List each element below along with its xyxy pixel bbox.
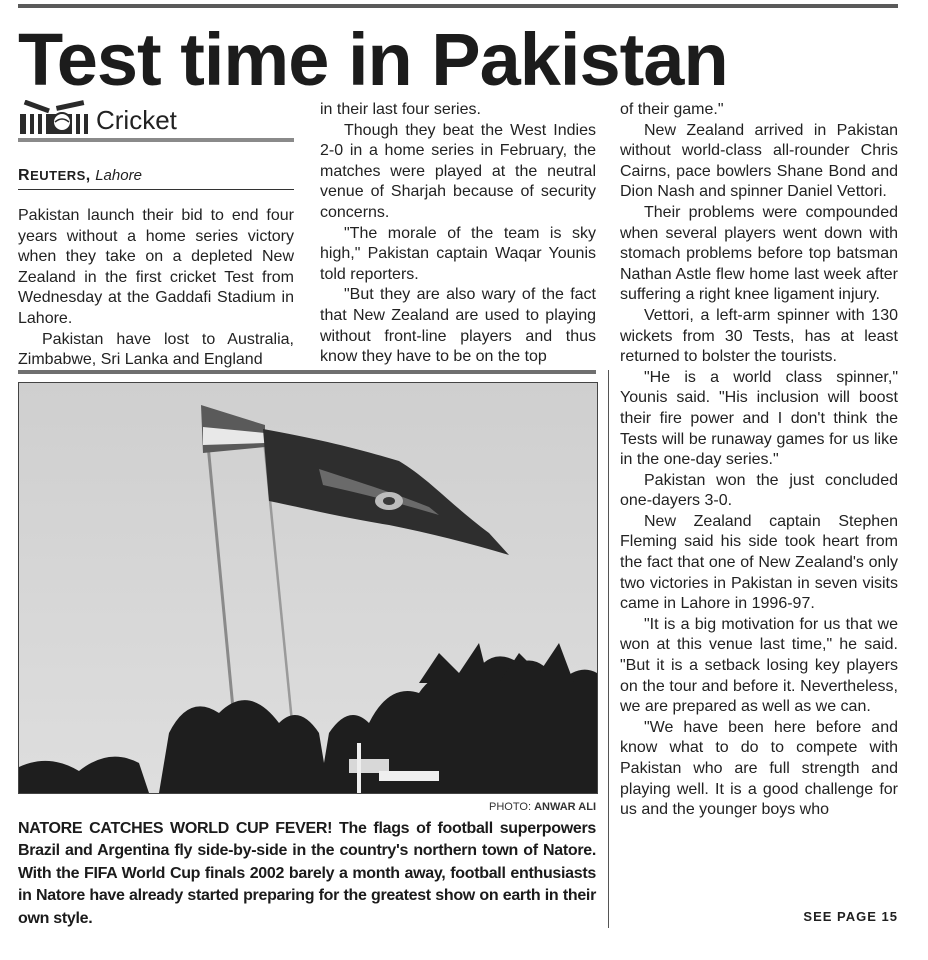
byline-city: Lahore [95,167,142,184]
flags-photo [18,382,598,794]
paragraph: New Zealand arrived in Pakistan without world-class all-rounder Chris Cairns, pace bowlers Shane Bond and Dion Nash and spinner Daniel Vettori. [620,121,898,201]
paragraph: "It is a big motivation for us that we won at this venue last time," he said. "But it is a setback losing key players on the tour and before it. Nevertheless, we are prepared as well as we can. [620,615,898,716]
paragraph: Pakistan won the just concluded one-dayers 3-0. [620,471,898,510]
paragraph: "But they are also wary of the fact that New Zealand are used to playing without front-line players and thus know they have to be on the top [320,286,596,366]
paragraph: Pakistan have lost to Australia, Zimbabwe, Sri Lanka and England [18,330,294,369]
column-b [320,100,596,368]
section-label: Cricket [96,105,177,135]
column-a [18,206,294,371]
continued-jump[interactable]: SEE PAGE 15 [803,909,898,924]
byline-agency: REUTERS, [18,167,91,184]
photo-credit [300,800,596,814]
paragraph: in their last four series. [320,101,481,118]
paragraph: "We have been here before and know what to do to compete with Pakistan who are full strength and playing well. It is a good challenge for us and the younger boys who [620,718,898,819]
paragraph: New Zealand captain Stephen Fleming said his side took heart from the fact that one of New Zealand's only two victories in Pakistan in seven visits came in Lahore in 1996-97. [620,512,898,613]
paragraph: Vettori, a left-arm spinner with 130 wickets from 30 Tests, has at least returned to bolster the tourists. [620,306,898,366]
photo-caption: NATORE CATCHES WORLD CUP FEVER! The flags of football superpowers Brazil and Argentina fly side-by-side in the country's northern town of Natore. With the FIFA World Cup finals 2002 barely a month away, football enthusiasts in Natore have already started preparing for the greatest show on earth in their own style. [18,820,596,927]
paragraph: of their game." [620,101,724,118]
paragraph: "He is a world class spinner," Younis said. "His inclusion will boost their fire power and I don't think the Tests will be runaway games for us like in the one-day series." [620,368,898,469]
section-rule [18,138,294,142]
paragraph: Though they beat the West Indies 2-0 in a home series in February, the matches were played at the neutral venue of Sharjah because of security concerns. [320,121,596,221]
byline [18,166,298,186]
column-c [620,100,898,821]
paragraph: "The morale of the team is sky high," Pakistan captain Waqar Younis told reporters. [320,224,596,283]
paragraph: Their problems were compounded when several players went down with stomach problems before top batsman Nathan Astle flew home last week after suffering a right knee ligament injury. [620,203,898,304]
cricket-icon [18,100,90,136]
photo-credit-name: ANWAR ALI [534,801,596,813]
headline: Test time in Pakistan [18,18,728,101]
byline-rule [18,189,294,190]
top-rule [18,4,898,8]
photo-credit-prefix: PHOTO: [489,801,532,813]
column-divider [608,370,609,928]
paragraph: Pakistan launch their bid to end four years without a home series victory when they take on a depleted New Zealand in the first cricket Test from Wednesday at the Gaddafi Stadium in Lahore. [18,207,294,327]
photo-rule [18,370,596,374]
